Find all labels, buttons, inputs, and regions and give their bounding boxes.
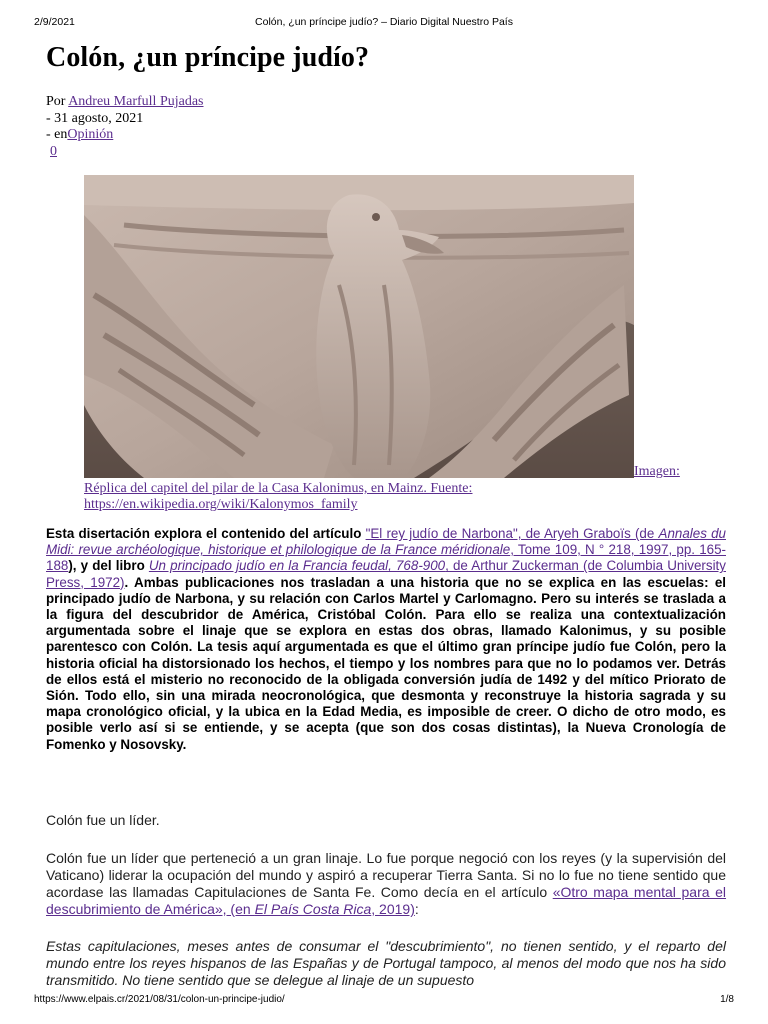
otro-mapa-link-year: , 2019) (371, 901, 415, 917)
intro-paragraph (46, 526, 726, 753)
image-caption-line-2: https://en.wikipedia.org/wiki/Kalonymos_family (84, 497, 358, 512)
paragraph-capitulations-text: Colón fue un líder que perteneció a un gran linaje. Lo fue porque negoció con los reyes (y la supervisión del Vaticano) liderar la ocupación del mundo y aspiró a recuperar Tierra Santa. Si no lo fue no tiene sentido que acordase las llamadas Capitulaciones de Santa Fe. Como decía en el artículo (46, 850, 726, 900)
print-header (34, 16, 734, 30)
comments-count-link[interactable]: 0 (50, 143, 57, 159)
byline (46, 94, 204, 111)
image-caption-label-link[interactable]: Imagen: (634, 464, 680, 479)
print-footer (34, 994, 734, 1008)
graboïs-journal-title: Annales du Midi: revue archéologique, historique et philologique de la France méridionale (46, 526, 726, 558)
category-link[interactable]: Opinión (67, 127, 114, 142)
comments-line (46, 144, 204, 161)
paragraph-capitulations (46, 850, 726, 918)
quote-paragraph: Estas capitulaciones, meses antes de consumar el "descubrimiento", no tienen sentido, y el reparto del mundo entre los reyes hispanos de las Españas y de Portugal tampoco, al menos del modo que nos ha sido transmitido. No tiene sentido que se delegue al linaje de un supuesto (46, 938, 726, 988)
article-image (84, 175, 634, 478)
paragraph-leader: Colón fue un líder. (46, 812, 160, 828)
graboïs-link-text: "El rey judío de Narbona", de Aryeh Graboïs (de (365, 526, 659, 541)
image-caption (84, 481, 644, 513)
author-prefix: Por (46, 94, 69, 109)
intro-text-3: . Ambas publicaciones nos trasladan a una historia que no se explica en las escuelas: el principado judío de Narbona, y su relación con Carlos Martel y Carlomagno. Pero su interés se traslada a la figura del descubridor de América, Cristóbal Colón. Para ello se realiza una contextualización argumentada sobre el linaje que se explora en estas dos obras, llamado Kalonimus, y su posible parentesco con Colón. La tesis aquí argumentada es que el último gran príncipe judío fue Colón, pero la historia oficial ha distorsionado los hechos, el tiempo y los nombres para que no lo podamos ver. Detrás de ellos está el misterio no reconocido de la obligada conversión judía de 1492 y del mítico Priorato de Sión. Todo ello, sin una mirada neocronológica, que desmonta y reconstruye la historia sagrada y su mapa cronológico oficial, y la ubica en la Edad Media, es imposible de creer. O dicho de otro modo, es posible verlo así si se entiende, y se acepta (que son dos cosas distintas), la Nueva Cronología de Fomenko y Nosovsky. (46, 574, 727, 752)
intro-text-2: ), y del libro (68, 558, 149, 574)
image-caption-link[interactable] (84, 481, 472, 512)
zuckerman-book-title: Un principado judío en la Francia feudal, 768-900 (148, 558, 446, 574)
print-page-title: Colón, ¿un príncipe judío? – Diario Digital Nuestro País (255, 16, 513, 28)
graboïs-citation: , Tome 109, N ° 218, 1997, pp. 165-188 (46, 542, 726, 574)
category-line (46, 127, 204, 144)
otro-mapa-link-text: «Otro mapa mental para el descubrimiento de América», (en (46, 884, 727, 917)
publish-date: - 31 agosto, 2021 (46, 110, 144, 126)
print-page-number: 1/8 (720, 994, 734, 1005)
article-meta (46, 94, 204, 160)
category-prefix: - en (46, 127, 68, 142)
image-caption-line-1: Réplica del capitel del pilar de la Casa Kalonimus, en Mainz. Fuente: (84, 481, 473, 496)
paragraph-capitulations-colon: : (414, 901, 419, 917)
zuckerman-citation: , de Arthur Zuckerman (de Columbia University Press, 1972) (46, 558, 726, 590)
article-title: Colón, ¿un príncipe judío? (46, 42, 370, 73)
print-date: 2/9/2021 (34, 16, 75, 28)
author-link[interactable]: Andreu Marfull Pujadas (68, 94, 204, 109)
print-url: https://www.elpais.cr/2021/08/31/colon-un-principe-judio/ (34, 994, 285, 1005)
stone-eagle-capital-image (84, 175, 634, 478)
el-pais-costa-rica-name: El País Costa Rica (254, 901, 372, 917)
intro-text-1: Esta disertación explora el contenido del artículo (46, 526, 366, 541)
